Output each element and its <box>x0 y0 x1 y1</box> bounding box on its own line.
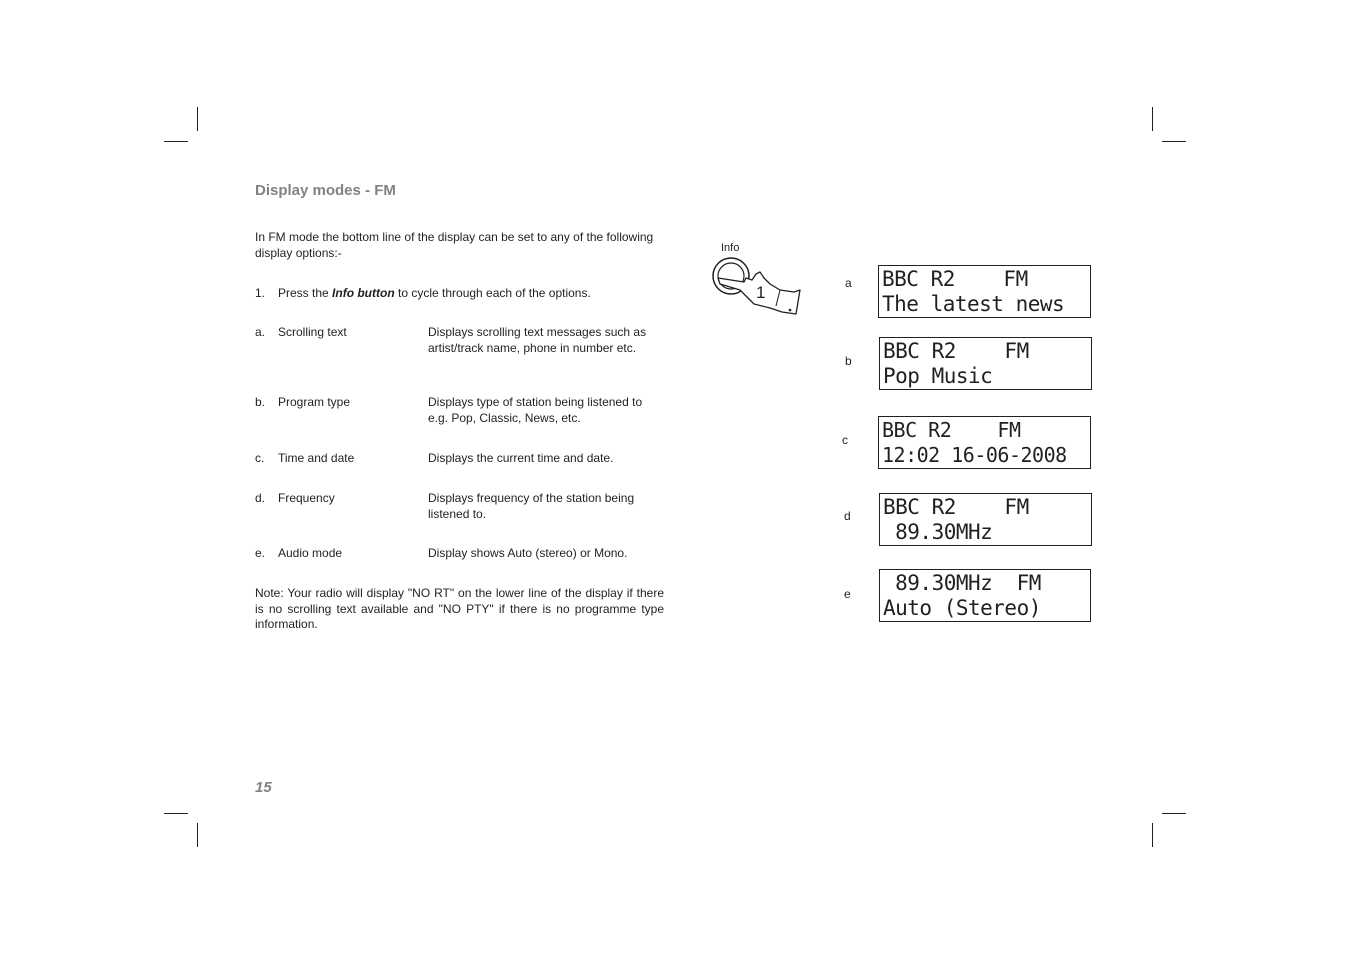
option-name: Time and date <box>278 451 355 465</box>
lcd-line-2: The latest news <box>882 292 1065 316</box>
option-letter: a. <box>255 325 266 339</box>
info-button-label: Info <box>721 242 740 254</box>
page-number: 15 <box>255 779 272 796</box>
lcd-display <box>879 337 1092 390</box>
crop-mark <box>1162 141 1186 142</box>
option-description: Displays type of station being listened to e.g. Pop, Classic, News, etc. <box>428 395 643 425</box>
option-letter: c. <box>255 451 265 465</box>
button-number: 1 <box>756 283 766 302</box>
crop-mark <box>197 107 198 131</box>
option-name: Frequency <box>278 491 335 505</box>
lcd-line-2: 12:02 16-06-2008 <box>882 443 1067 467</box>
lcd-display <box>878 416 1091 469</box>
note-text: Note: Your radio will display "NO RT" on the lower line of the display if there is no scrolling text available and "NO PTY" if there is no programme type information. <box>255 586 664 631</box>
lcd-line-1: BBC R2 FM <box>883 339 1029 363</box>
option-description: Displays frequency of the station being listened to. <box>428 491 635 521</box>
intro-text: In FM mode the bottom line of the display can be set to any of the following display options:- <box>255 230 654 260</box>
crop-mark <box>197 823 198 847</box>
lcd-line-1: BBC R2 FM <box>882 418 1021 442</box>
display-letter: d <box>844 509 851 523</box>
display-letter: e <box>844 587 851 601</box>
option-description: Displays the current time and date. <box>428 451 614 465</box>
step-text <box>278 285 591 301</box>
lcd-line-1: BBC R2 FM <box>882 267 1028 291</box>
step-number: 1. <box>255 286 266 300</box>
option-name: Scrolling text <box>278 325 347 339</box>
lcd-display <box>879 569 1091 622</box>
display-letter: a <box>845 276 852 290</box>
page-title: Display modes - FM <box>255 182 396 199</box>
step-prefix: Press the <box>278 286 333 300</box>
lcd-line-2: 89.30MHz <box>883 520 993 544</box>
lcd-line-1: 89.30MHz FM <box>883 571 1041 595</box>
crop-mark <box>1162 813 1186 814</box>
option-name: Audio mode <box>278 546 343 560</box>
crop-mark <box>1152 107 1153 131</box>
option-letter: b. <box>255 395 266 409</box>
hand-pressing-button-icon <box>710 256 806 320</box>
step-suffix: to cycle through each of the options. <box>394 286 591 300</box>
lcd-line-2: Auto (Stereo) <box>883 596 1041 620</box>
lcd-display <box>878 265 1091 318</box>
crop-mark <box>164 813 188 814</box>
option-letter: e. <box>255 546 266 560</box>
option-letter: d. <box>255 491 266 505</box>
step-bold-text: Info button <box>332 286 395 300</box>
lcd-line-2: Pop Music <box>883 364 993 388</box>
lcd-line-1: BBC R2 FM <box>883 495 1029 519</box>
crop-mark <box>1152 823 1153 847</box>
option-name: Program type <box>278 395 351 409</box>
crop-mark <box>164 141 188 142</box>
lcd-display <box>879 493 1092 546</box>
option-description: Displays scrolling text messages such as artist/track name, phone in number etc. <box>428 325 647 355</box>
option-description: Display shows Auto (stereo) or Mono. <box>428 546 628 560</box>
display-letter: b <box>845 354 852 368</box>
display-letter: c <box>842 433 848 447</box>
